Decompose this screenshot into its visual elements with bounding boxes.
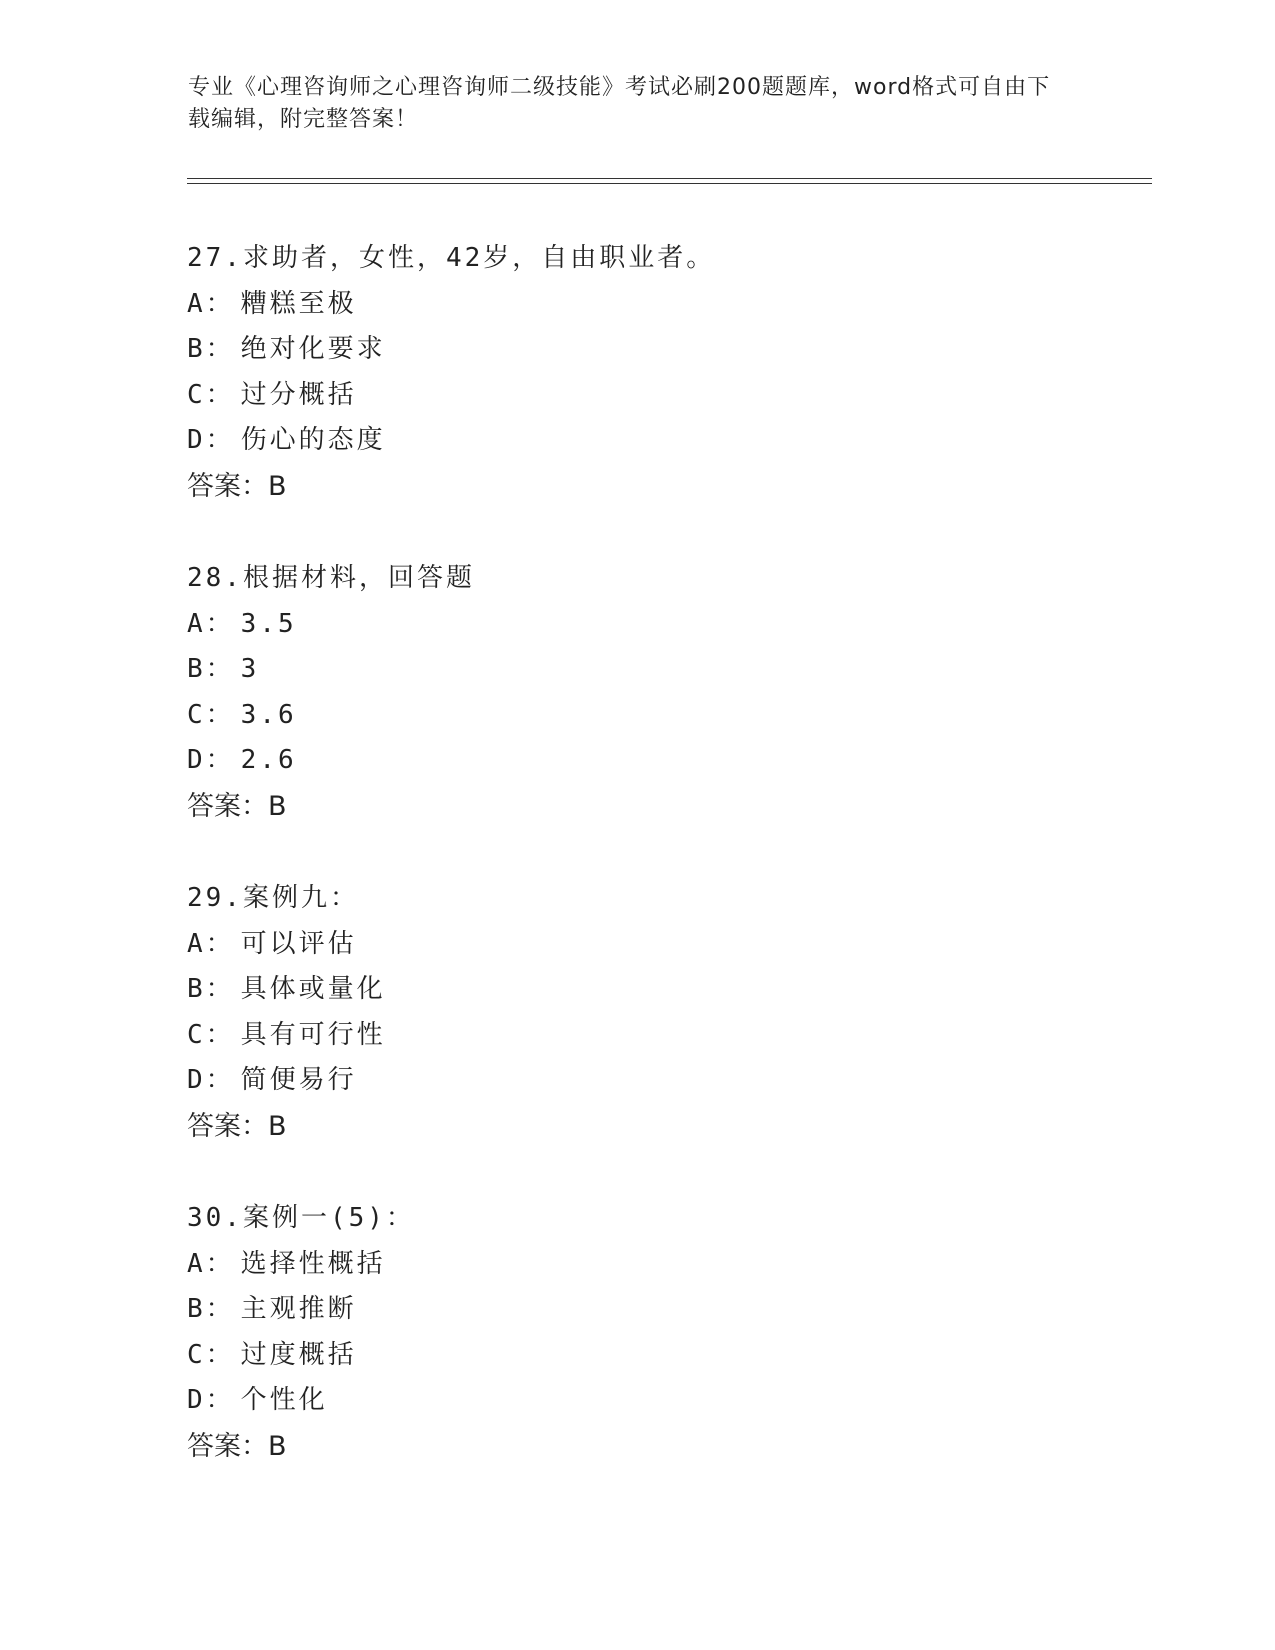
option-letter: A	[187, 608, 206, 639]
option-a	[187, 922, 1147, 968]
question-title: 28.根据材料，回答题	[187, 563, 475, 593]
question-29	[187, 876, 1147, 1196]
option-b	[187, 1287, 1147, 1333]
option-letter: B	[187, 334, 206, 365]
option-text: 简便易行	[240, 1065, 357, 1096]
option-c	[187, 373, 1147, 419]
option-text: 过度概括	[240, 1339, 357, 1370]
option-c	[187, 1013, 1147, 1059]
option-separator: ：	[205, 1385, 235, 1416]
option-d	[187, 738, 1147, 784]
option-text: 伤心的态度	[240, 425, 386, 456]
option-c	[187, 1333, 1147, 1379]
question-title: 29.案例九：	[187, 883, 359, 913]
option-separator: ：	[205, 1339, 235, 1370]
option-text: 个性化	[240, 1385, 328, 1416]
option-separator: ：	[205, 1294, 235, 1325]
option-b	[187, 647, 1147, 693]
option-text: 具体或量化	[240, 974, 386, 1005]
option-text: 选择性概括	[240, 1248, 386, 1279]
option-letter: D	[187, 1385, 206, 1416]
header-divider-bottom	[187, 183, 1152, 184]
option-b	[187, 327, 1147, 373]
option-separator: ：	[205, 608, 235, 639]
option-separator: ：	[205, 288, 235, 319]
question-27	[187, 236, 1147, 556]
option-c	[187, 693, 1147, 739]
option-separator: ：	[205, 1248, 235, 1279]
option-text: 3.5	[240, 608, 297, 639]
option-separator: ：	[205, 974, 235, 1005]
option-letter: C	[187, 379, 206, 410]
option-text: 可以评估	[240, 928, 357, 959]
option-text: 主观推断	[240, 1294, 357, 1325]
option-separator: ：	[205, 1065, 235, 1096]
question-title: 27.求助者，女性，42岁，自由职业者。	[187, 243, 716, 273]
option-text: 绝对化要求	[240, 334, 386, 365]
option-a	[187, 602, 1147, 648]
option-letter: D	[187, 1065, 206, 1096]
option-letter: C	[187, 1339, 206, 1370]
option-separator: ：	[205, 334, 235, 365]
option-text: 糟糕至极	[240, 288, 357, 319]
option-text: 过分概括	[240, 379, 357, 410]
question-title: 30.案例一(5)：	[187, 1203, 415, 1233]
answer-line: 答案：B	[187, 1110, 287, 1142]
option-letter: B	[187, 974, 206, 1005]
option-letter: D	[187, 425, 206, 456]
option-d	[187, 418, 1147, 464]
option-separator: ：	[205, 425, 235, 456]
option-letter: A	[187, 288, 206, 319]
option-letter: C	[187, 1019, 206, 1050]
option-b	[187, 967, 1147, 1013]
answer-line: 答案：B	[187, 790, 287, 822]
option-text: 具有可行性	[240, 1019, 386, 1050]
option-text: 3.6	[240, 699, 297, 730]
document-header: 专业《心理咨询师之心理咨询师二级技能》考试必刷200题题库，word格式可自由下载编辑，附完整答案！	[188, 75, 1051, 132]
question-28	[187, 556, 1147, 876]
option-letter: A	[187, 928, 206, 959]
option-a	[187, 1242, 1147, 1288]
option-letter: D	[187, 745, 206, 776]
answer-line: 答案：B	[187, 1430, 287, 1462]
option-separator: ：	[205, 745, 235, 776]
answer-line: 答案：B	[187, 470, 287, 502]
option-text: 2.6	[240, 745, 297, 776]
question-list	[187, 236, 1147, 1516]
option-letter: C	[187, 699, 206, 730]
option-d	[187, 1058, 1147, 1104]
question-30	[187, 1196, 1147, 1516]
option-separator: ：	[205, 654, 235, 685]
option-separator: ：	[205, 699, 235, 730]
option-d	[187, 1378, 1147, 1424]
option-separator: ：	[205, 928, 235, 959]
option-letter: B	[187, 1294, 206, 1325]
option-text: 3	[240, 654, 260, 685]
option-separator: ：	[205, 1019, 235, 1050]
option-letter: B	[187, 654, 206, 685]
option-a	[187, 282, 1147, 328]
option-letter: A	[187, 1248, 206, 1279]
option-separator: ：	[205, 379, 235, 410]
header-divider-top	[187, 178, 1152, 179]
